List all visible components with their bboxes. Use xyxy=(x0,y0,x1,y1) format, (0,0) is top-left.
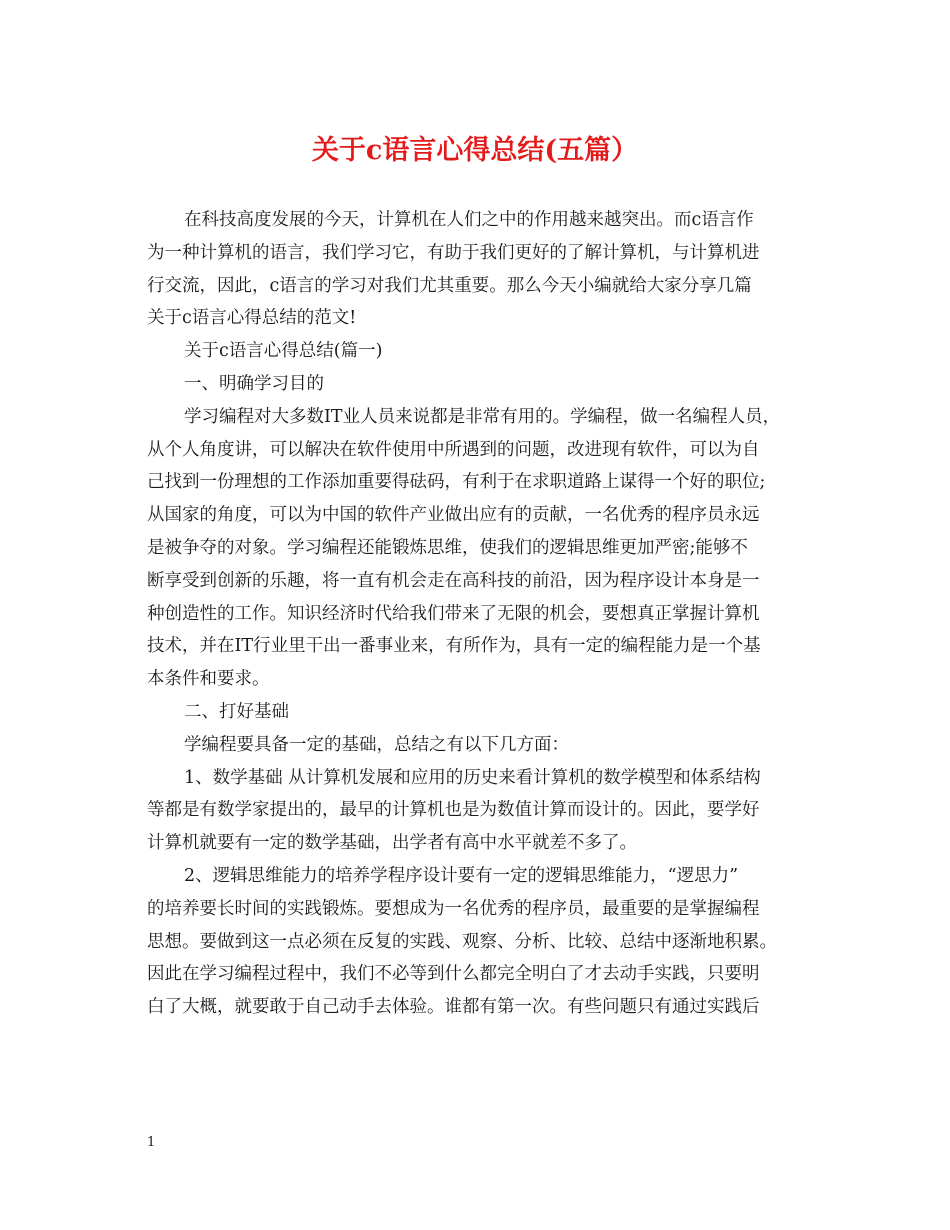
paragraph-line: 白了大概，就要敢于自己动手去体验。谁都有第一次。有些问题只有通过实践后 xyxy=(147,997,760,1018)
paragraph-line: 学习编程对大多数IT业人员来说都是非常有用的。学编程，做一名编程人员， xyxy=(184,406,781,427)
paragraph-line: 技术，并在IT行业里干出一番事业来，有所作为，具有一定的编程能力是一个基 xyxy=(147,636,761,657)
section-heading: 二、打好基础 xyxy=(184,701,289,722)
paragraph-line: 从国家的角度，可以为中国的软件产业做出应有的贡献，一名优秀的程序员永远 xyxy=(147,505,760,526)
paragraph-line: 的培养要长时间的实践锻炼。要想成为一名优秀的程序员，最重要的是掌握编程 xyxy=(147,898,760,919)
paragraph-line: 为一种计算机的语言，我们学习它，有助于我们更好的了解计算机，与计算机进 xyxy=(147,242,760,263)
paragraph-line: 从个人角度讲，可以解决在软件使用中所遇到的问题，改进现有软件，可以为自 xyxy=(147,439,760,460)
paragraph-line: 思想。要做到这一点必须在反复的实践、观察、分析、比较、总结中逐渐地积累。 xyxy=(147,931,777,952)
paragraph-line: 1、数学基础 从计算机发展和应用的历史来看计算机的数学模型和体系结构 xyxy=(184,767,761,788)
page-number: 1 xyxy=(147,1135,156,1150)
paragraph-line: 在科技高度发展的今天，计算机在人们之中的作用越来越突出。而c语言作 xyxy=(184,210,754,230)
document-title: 关于c语言心得总结(五篇） xyxy=(311,135,639,166)
paragraph-line: 关于c语言心得总结的范文! xyxy=(147,308,357,329)
paragraph-line: 本条件和要求。 xyxy=(147,669,270,690)
paragraph-line: 因此在学习编程过程中，我们不必等到什么都完全明白了才去动手实践，只要明 xyxy=(147,964,760,985)
paragraph-line: 是被争夺的对象。学习编程还能锻炼思维，使我们的逻辑思维更加严密;能够不 xyxy=(147,537,748,558)
paragraph-line: 种创造性的工作。知识经济时代给我们带来了无限的机会，要想真正掌握计算机 xyxy=(147,603,760,624)
paragraph-line: 等都是有数学家提出的，最早的计算机也是为数值计算而设计的。因此，要学好 xyxy=(147,800,760,821)
paragraph-line: 行交流，因此，c语言的学习对我们尤其重要。那么今天小编就给大家分享几篇 xyxy=(147,275,752,296)
paragraph-line: 计算机就要有一定的数学基础，出学者有高中水平就差不多了。 xyxy=(147,833,637,854)
paragraph-line: 学编程要具备一定的基础，总结之有以下几方面： xyxy=(184,734,569,755)
paragraph-line: 己找到一份理想的工作添加重要得砝码，有利于在求职道路上谋得一个好的职位; xyxy=(147,472,766,493)
section-heading: 关于c语言心得总结(篇一) xyxy=(184,341,383,362)
paragraph-line: 断享受到创新的乐趣，将一直有机会走在高科技的前沿，因为程序设计本身是一 xyxy=(147,570,760,591)
document-body xyxy=(147,204,827,1024)
paragraph-line: 2、逻辑思维能力的培养学程序设计要有一定的逻辑思维能力，“逻思力” xyxy=(184,865,739,886)
section-heading: 一、明确学习目的 xyxy=(184,373,324,394)
